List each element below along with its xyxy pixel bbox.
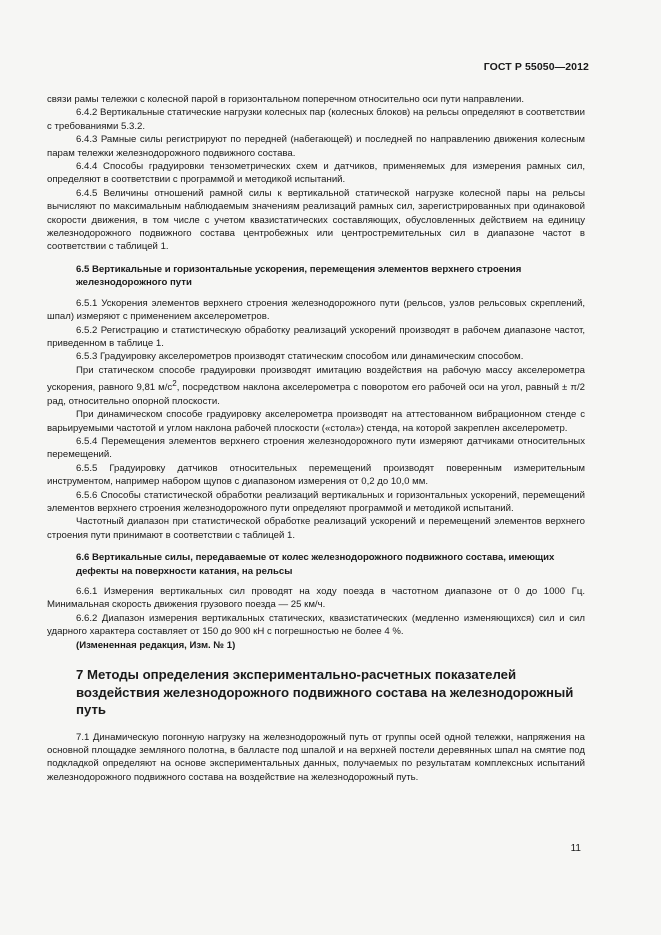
paragraph-continuation: связи рамы тележки с колесной парой в горизонтальном поперечном относительно оси пути направлении. xyxy=(47,94,524,105)
paragraph-7-1: 7.1 Динамическую погонную нагрузку на железнодорожный путь от группы осей одной тележки, напряжения на основной площадке земляного полотна, в балласте под шпалой и на верхней постели деревянных шпал на смятие под подкладкой определяют на основе экспериментальных данных, получаемых по результатам комплексных испытаний железнодорожного подвижного состава на воздействие на железнодорожный путь. xyxy=(47,731,585,783)
static-calibration-text-a: При статическом способе градуировки производят имитацию воздействия на рабочую массу акселерометра ускорения, равного 9,81 м/с xyxy=(47,364,585,394)
paragraph-dynamic-calibration: При динамическом способе градуировку акселерометра производят на аттестованном вибрационном стенде с варьируемыми частотой и углом наклона рабочей плоскости («стола») стенда, на которой закреплен акселерометр. xyxy=(47,409,585,434)
document-code-header: ГОСТ Р 55050—2012 xyxy=(483,61,589,73)
section-heading-6-6: 6.6 Вертикальные силы, передаваемые от колес железнодорожного подвижного состава, имеющих дефекты на поверхности катания, на рельсы xyxy=(76,552,555,577)
paragraph-frequency-range: Частотный диапазон при статистической обработке реализаций ускорений и перемещений элементов верхнего строения пути принимают в соответствии с таблицей 1. xyxy=(47,516,585,541)
superscript-exponent: 2 xyxy=(172,379,177,389)
static-calibration-text-b: , посредством наклона акселерометра с поворотом его рабочей оси на угол, равный ± π/2 рад, относительно опорной плоскости. xyxy=(47,382,585,407)
paragraph-6-5-4: 6.5.4 Перемещения элементов верхнего строения железнодорожного пути измеряют датчиками относительных перемещений. xyxy=(47,435,585,461)
amendment-note: (Измененная редакция, Изм. № 1) xyxy=(76,639,236,651)
paragraph-6-4-2: 6.4.2 Вертикальные статические нагрузки колесных пар (колесных блоков) на рельсы определяют в соответствии с требованиями 5.3.2. xyxy=(47,107,585,132)
section-heading-6-5: 6.5 Вертикальные и горизонтальные ускорения, перемещения элементов верхнего строения железнодорожного пути xyxy=(76,263,522,289)
paragraph-6-5-1: 6.5.1 Ускорения элементов верхнего строения железнодорожного пути (рельсов, узлов рельсовых скреплений, шпал) измеряют с применением акселерометров. xyxy=(47,297,585,323)
paragraph-6-4-3: 6.4.3 Рамные силы регистрируют по передней (набегающей) и последней по направлению движения колесным парам тележки железнодорожного подвижного состава. xyxy=(47,134,585,159)
paragraph-6-4-4: 6.4.4 Способы градуировки тензометрических схем и датчиков, применяемых для измерения рамных сил, определяют в соответствии с программой и методикой испытаний. xyxy=(47,161,585,186)
paragraph-6-6-1: 6.6.1 Измерения вертикальных сил проводят на ходу поезда в частотном диапазоне от 0 до 1000 Гц. Минимальная скорость движения грузового поезда — 25 км/ч. xyxy=(47,586,585,611)
paragraph-6-6-2: 6.6.2 Диапазон измерения вертикальных статических, квазистатических (медленно изменяющихся) сил и сил ударного характера составляет от 150 до 900 кН с погрешностью не более 4 %. xyxy=(47,612,585,638)
paragraph-6-5-5: 6.5.5 Градуировку датчиков относительных перемещений производят поверенным измерительным инструментом, например набором щупов с диапазоном измерения от 0,2 до 10,0 мм. xyxy=(47,462,585,488)
paragraph-6-4-5: 6.4.5 Величины отношений рамной силы к вертикальной статической нагрузке колесной пары на рельсы вычисляют по максимальным наблюдаемым значениям реализаций рамных сил, зарегистрированных при одинаковой скорости движения, в том числе с учетом квазистатических составляющих, обусловленных действием на единицу железнодорожного подвижного состава центробежных или центростремительных сил в диапазоне частот в соответствии с таблицей 1. xyxy=(47,187,585,253)
section-heading-7: 7 Методы определения экспериментально-расчетных показателей воздействия железнодорожного подвижного состава на железнодорожный путь xyxy=(76,667,574,718)
paragraph-6-5-3: 6.5.3 Градуировку акселерометров производят статическим способом или динамическим способом. xyxy=(76,351,524,363)
paragraph-static-calibration xyxy=(47,364,585,408)
paragraph-6-5-6: 6.5.6 Способы статистической обработки реализаций вертикальных и горизонтальных ускорений, перемещений элементов верхнего строения железнодорожного пути определяют программой и методикой испытаний. xyxy=(47,489,585,514)
paragraph-6-5-2: 6.5.2 Регистрацию и статистическую обработку реализаций ускорений производят в рабочем диапазоне частот, приведенном в таблице 1. xyxy=(47,324,585,349)
document-body xyxy=(47,93,585,784)
page-number: 11 xyxy=(570,843,581,854)
